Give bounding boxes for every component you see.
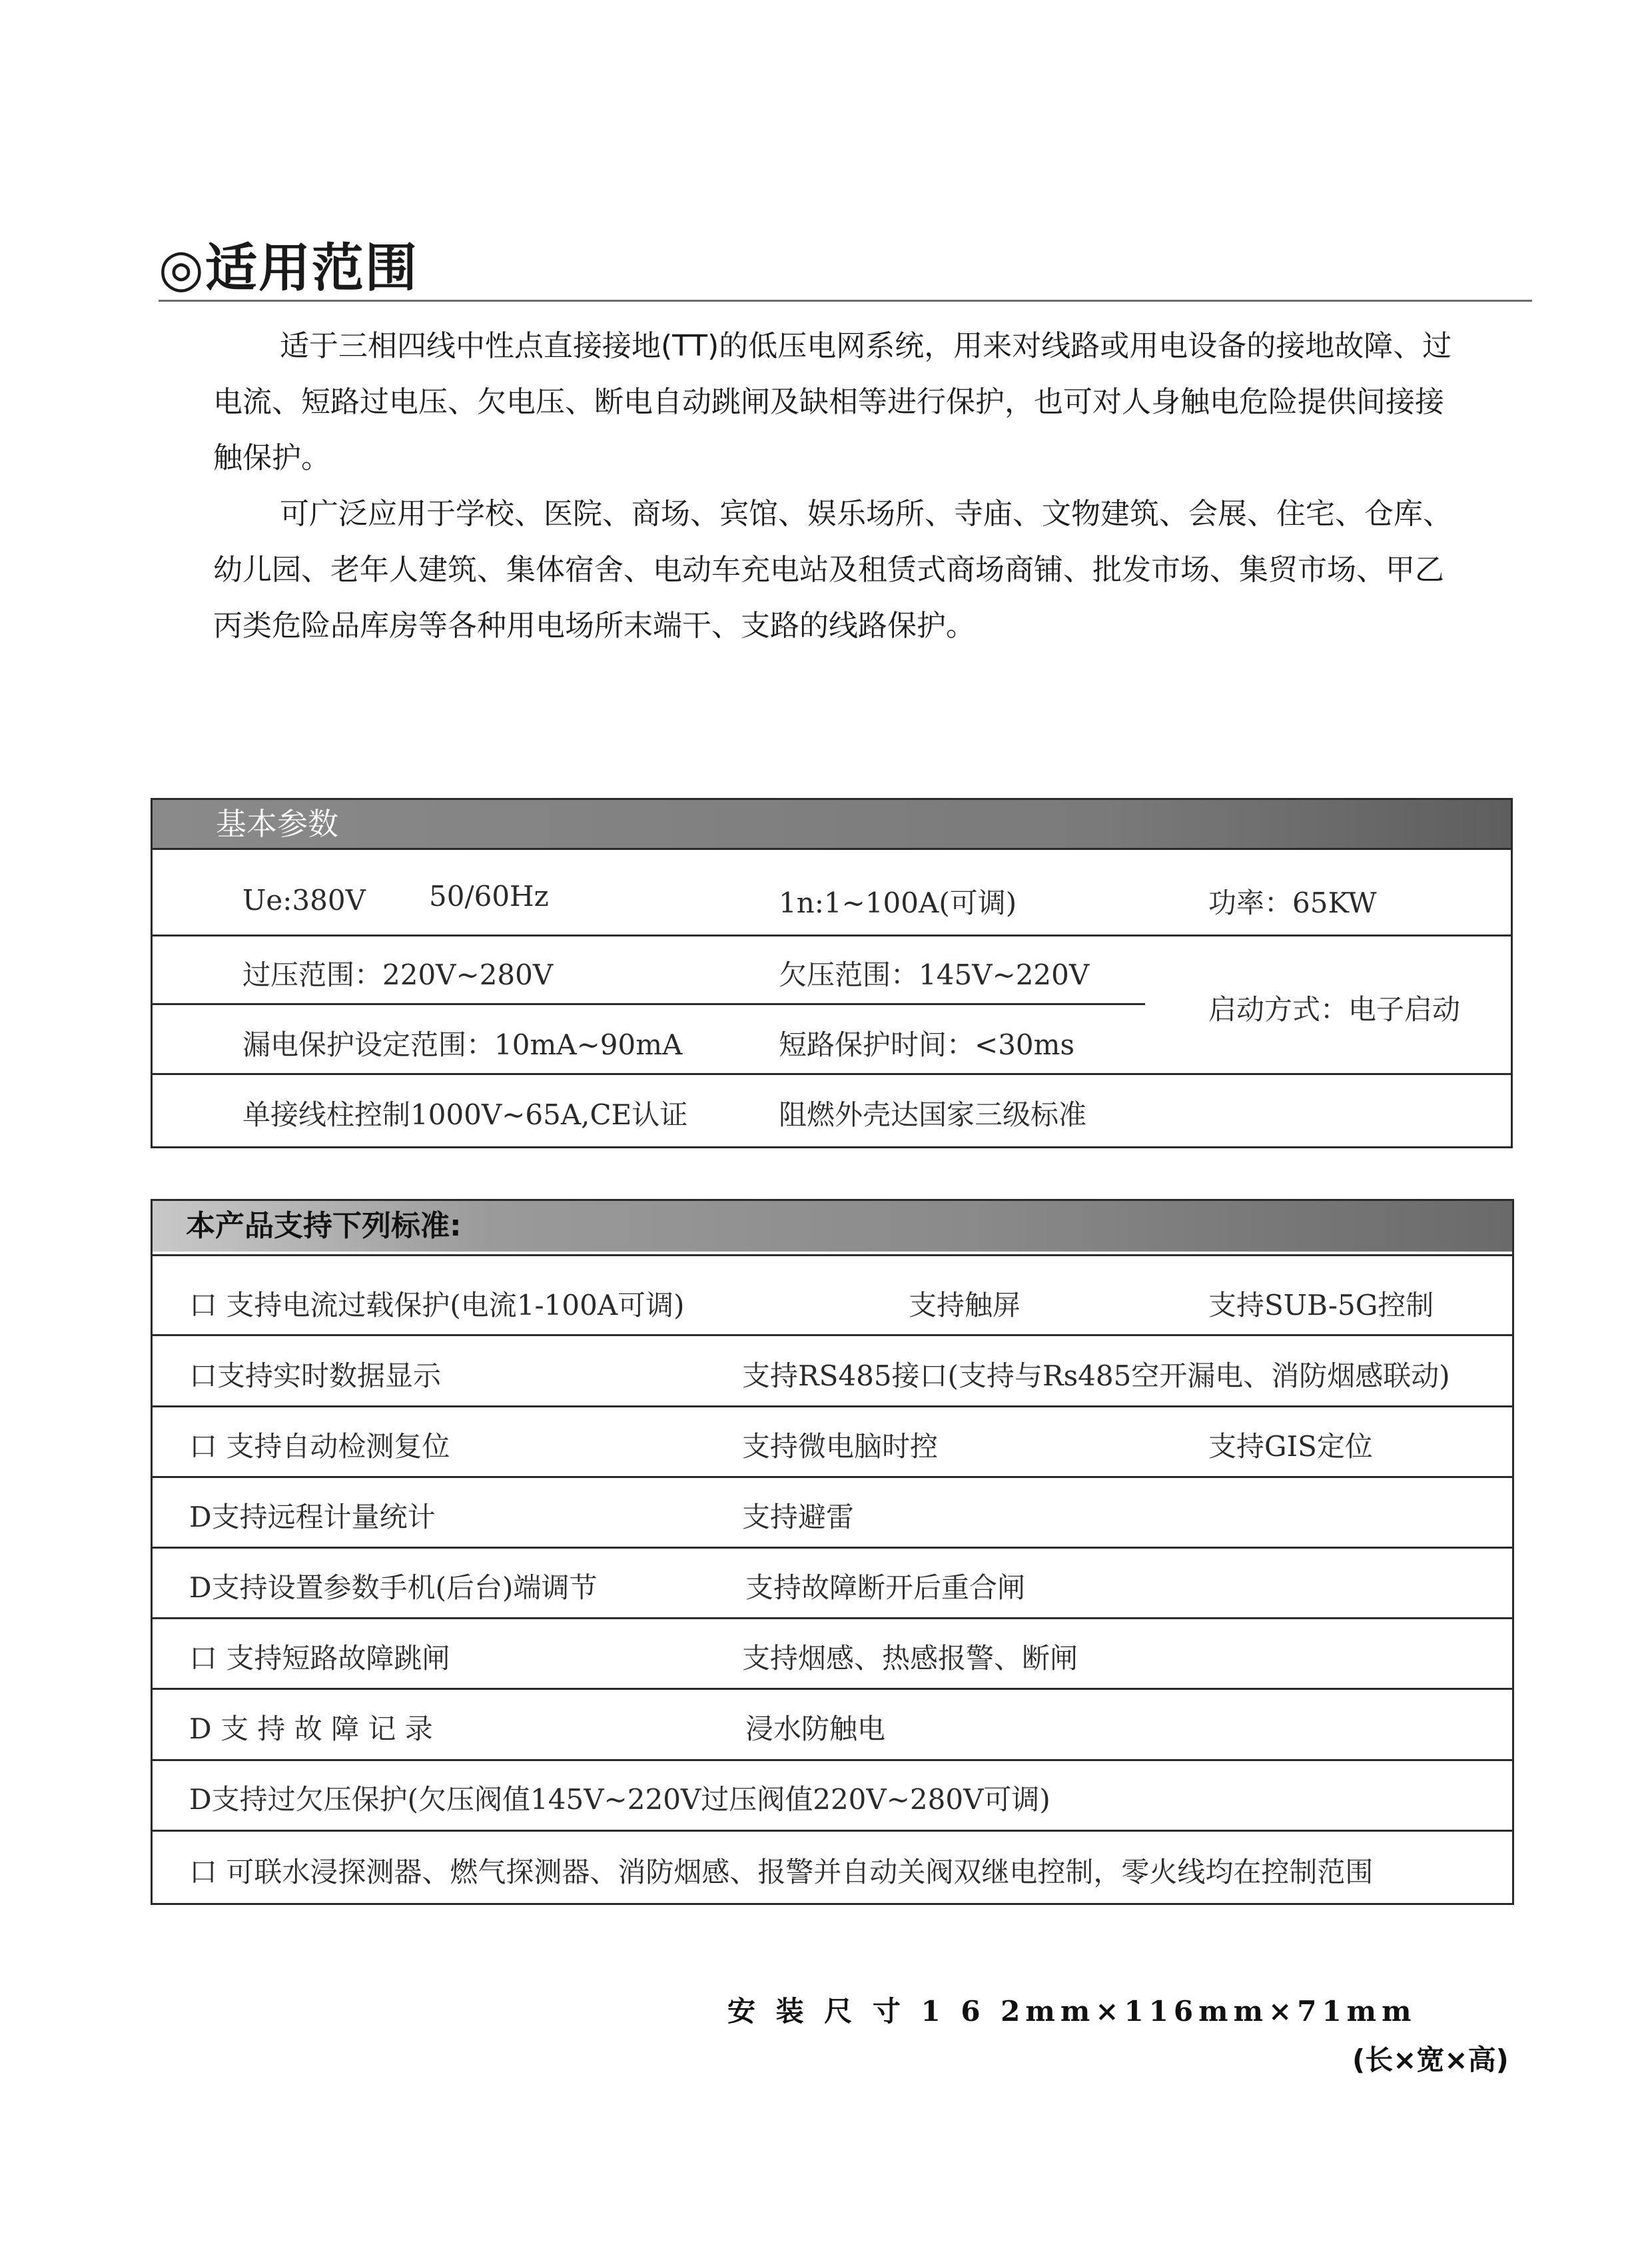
param-current: 1n:1~100A(可调)	[779, 887, 1017, 919]
intro-line: 适于三相四线中性点直接接地(TT)的低压电网系统，用来对线路或用电设备的接地故障、过	[280, 329, 1452, 363]
standard-item: 支持故障断开后重合闸	[745, 1571, 1026, 1604]
standards-table-header: 本产品支持下列标准:	[153, 1201, 1512, 1252]
intro-line: 触保护。	[213, 441, 330, 475]
dimensions-note: (长×宽×高)	[1352, 2044, 1509, 2076]
standard-item: 支持烟感、热感报警、断闸	[742, 1642, 1078, 1675]
standard-item: 浸水防触电	[745, 1712, 886, 1745]
standard-item: D支持过欠压保护(欠压阀值145V~220V过压阀值220V~280V可调)	[189, 1783, 1050, 1816]
standard-item: 口 支持电流过载保护(电流1-100A可调)	[189, 1289, 685, 1321]
intro-line: 幼儿园、老年人建筑、集体宿舍、电动车充电站及租赁式商场商铺、批发市场、集贸市场、甲乙	[213, 553, 1444, 587]
standard-item: 支持避雷	[742, 1501, 855, 1533]
param-voltage: Ue:380V	[242, 884, 366, 917]
row-divider	[153, 1688, 1512, 1690]
intro-line: 可广泛应用于学校、医院、商场、宾馆、娱乐场所、寺庙、文物建筑、会展、住宅、仓库、	[280, 497, 1452, 531]
row-divider	[153, 1405, 1512, 1407]
row-divider	[153, 1003, 1145, 1005]
standard-item: 口 支持短路故障跳闸	[189, 1642, 450, 1675]
row-divider	[153, 1073, 1511, 1075]
standard-item: 口 可联水浸探测器、燃气探测器、消防烟感、报警并自动关阀双继电控制，零火线均在控制范围	[189, 1856, 1374, 1888]
standard-item: 口支持实时数据显示	[189, 1359, 442, 1392]
standard-item: 支持微电脑时控	[742, 1430, 939, 1463]
section-title: ◎适用范围	[159, 238, 419, 298]
params-table	[151, 798, 1513, 1148]
param-frequency: 50/60Hz	[429, 880, 549, 913]
standard-item: D支持设置参数手机(后台)端调节	[189, 1571, 598, 1604]
standard-item: D 支 持 故 障 记 录	[189, 1712, 433, 1745]
param-undervoltage: 欠压范围：145V~220V	[779, 958, 1090, 991]
param-start-mode: 启动方式：电子启动	[1208, 993, 1461, 1026]
standard-item: 支持GIS定位	[1208, 1430, 1373, 1463]
intro-line: 电流、短路过电压、欠电压、断电自动跳闸及缺相等进行保护，也可对人身触电危险提供间接接	[213, 385, 1444, 419]
row-divider	[153, 1617, 1512, 1619]
row-divider	[153, 934, 1511, 936]
row-divider	[153, 1547, 1512, 1549]
intro-paragraph-2	[213, 486, 1512, 654]
install-dimensions: 安 装 尺 寸 1 6 2mm×116mm×71mm	[727, 1995, 1417, 2028]
param-leakage-range: 漏电保护设定范围：10mA~90mA	[242, 1028, 683, 1061]
row-divider	[153, 1254, 1512, 1256]
param-flame-retardant: 阻燃外壳达国家三级标准	[779, 1098, 1087, 1131]
intro-line: 丙类危险品库房等各种用电场所末端干、支路的线路保护。	[213, 609, 975, 643]
standard-item: D支持远程计量统计	[189, 1501, 436, 1533]
row-divider	[153, 1759, 1512, 1761]
standard-item: 口 支持自动检测复位	[189, 1430, 450, 1463]
params-table-header: 基本参数	[153, 800, 1511, 848]
row-divider	[153, 848, 1511, 850]
row-divider	[153, 1334, 1512, 1336]
param-overvoltage: 过压范围：220V~280V	[242, 958, 554, 991]
standard-item: 支持RS485接口(支持与Rs485空开漏电、消防烟感联动)	[742, 1359, 1450, 1392]
intro-paragraph-1	[213, 318, 1512, 486]
param-terminal-control: 单接线柱控制1000V~65A,CE认证	[242, 1098, 688, 1131]
row-divider	[153, 1830, 1512, 1832]
param-power: 功率：65KW	[1208, 887, 1377, 919]
param-short-circuit-time: 短路保护时间：<30ms	[779, 1028, 1075, 1061]
standards-table	[151, 1199, 1514, 1905]
standard-item: 支持触屏	[909, 1289, 1021, 1321]
row-divider	[153, 1476, 1512, 1478]
title-divider	[159, 300, 1532, 302]
standard-item: 支持SUB-5G控制	[1208, 1289, 1434, 1321]
